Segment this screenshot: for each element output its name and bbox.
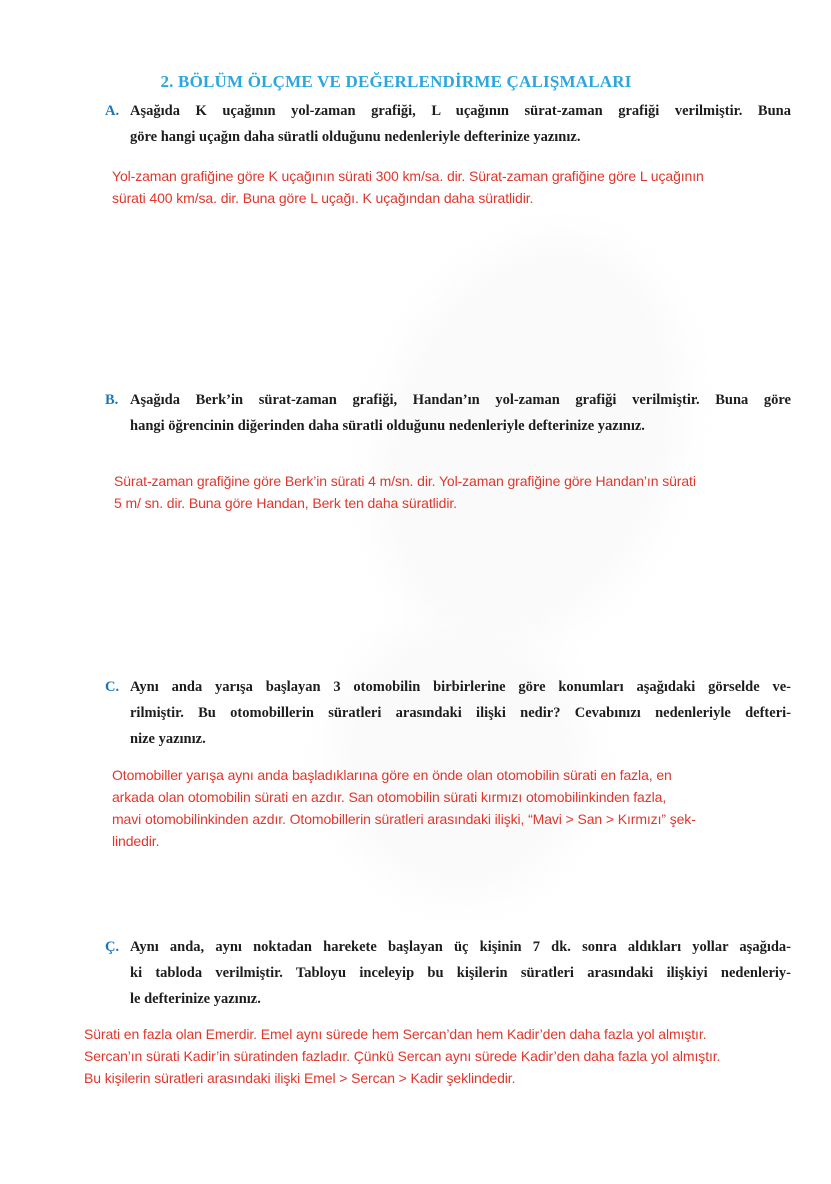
question-a-text: Aşağıda K uçağının yol-zaman grafiği, L uçağının sürat-zaman grafiği verilmiştir. Buna göre hangi uçağın daha süratli olduğunu nedenleriyle defterinize yazınız. bbox=[130, 103, 791, 145]
answer-b-text: Sürat-zaman grafiğine göre Berk’in sürati 4 m/sn. dir. Yol-zaman grafiğine göre Handan’ın sürati 5 m/ sn. dir. Buna göre Handan, Berk ten daha süratlidir. bbox=[114, 473, 696, 511]
question-c-label: C. bbox=[105, 679, 120, 695]
question-cc bbox=[103, 934, 791, 1012]
watermark-blob bbox=[322, 194, 737, 686]
question-a bbox=[103, 98, 791, 150]
question-a-label: A. bbox=[105, 103, 120, 119]
watermark-blob bbox=[308, 600, 613, 921]
question-b-text: Aşağıda Berk’in sürat-zaman grafiği, Handan’ın yol-zaman grafiği verilmiştir. Buna göre hangi öğrencinin diğerinden daha süratli olduğunu nedenleriyle defterinize yazınız. bbox=[130, 392, 791, 434]
answer-cc-text: Sürati en fazla olan Emerdir. Emel aynı sürede hem Sercan’dan hem Kadir’den daha fazla yol almıştır. Sercan’ın sürati Kadir’in süratinden fazladır. Çünkü Sercan aynı sürede Kadir’den daha fazla yol almıştır. Bu kişilerin süratleri arasındaki ilişki Emel > Sercan > Kadir şeklindedir. bbox=[84, 1026, 721, 1086]
question-b bbox=[103, 387, 791, 439]
question-b-label: B. bbox=[105, 392, 119, 408]
answer-c-text: Otomobiller yarışa aynı anda başladıklarına göre en önde olan otomobilin sürati en fazla, en arkada olan otomobilin sürati en azdır. San otomobilin sürati kırmızı otomobilinkinden fazla, mavi otomobilinkinden azdır. Otomobillerin süratleri arasındaki ilişki, “Mavi > San > Kırmızı” şek- lindedir. bbox=[112, 767, 696, 849]
answer-a-text: Yol-zaman grafiğine göre K uçağının sürati 300 km/sa. dir. Sürat-zaman grafiğine göre L uçağının sürati 400 km/sa. dir. Buna göre L uçağı. K uçağından daha süratlidir. bbox=[112, 168, 704, 206]
page-title: 2. BÖLÜM ÖLÇME VE DEĞERLENDİRME ÇALIŞMALARI bbox=[160, 72, 632, 91]
question-c bbox=[103, 674, 791, 752]
question-cc-text: Aynı anda, aynı noktadan harekete başlayan üç kişinin 7 dk. sonra aldıkları yollar aşağıda- ki tabloda verilmiştir. Tabloyu inceleyip bu kişilerin süratleri arasındaki ilişkiyi nedenleriy- le defterinize yazınız. bbox=[130, 939, 791, 1007]
question-cc-label: Ç. bbox=[105, 939, 120, 955]
question-c-text: Aynı anda yarışa başlayan 3 otomobilin birbirlerine göre konumları aşağıdaki görselde ve- rilmiştir. Bu otomobillerin süratleri arasındaki ilişki nedir? Cevabınızı nedenleriyle defteri- nize yazınız. bbox=[130, 679, 791, 747]
